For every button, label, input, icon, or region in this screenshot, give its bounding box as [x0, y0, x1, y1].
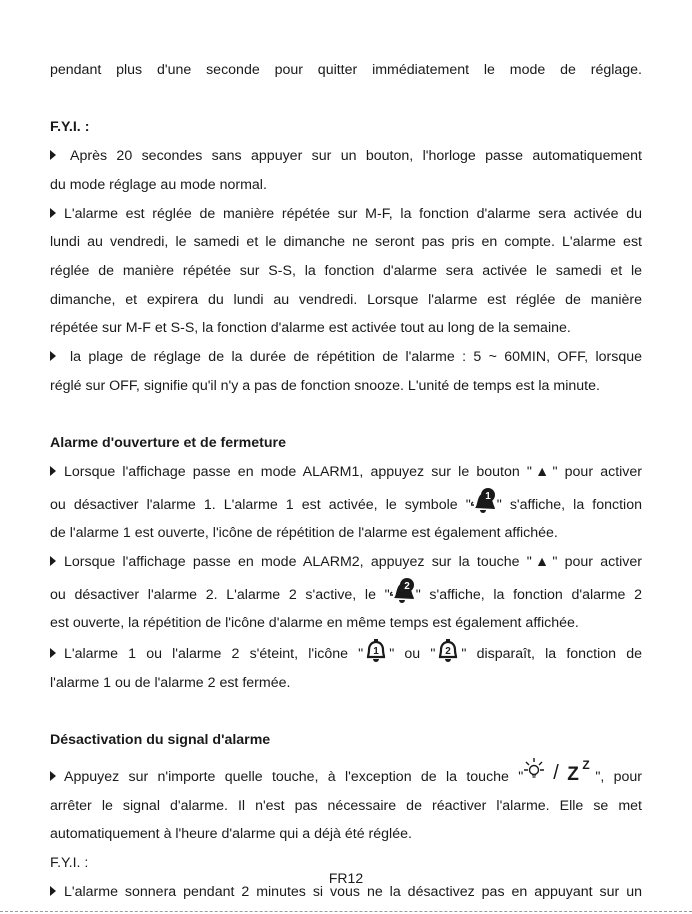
fyi-bullet-2-line-5: répétée sur M-F et S-S, la fonction d'alarme est activée tout au long de la semaine. [50, 320, 571, 337]
svg-text:1: 1 [484, 490, 491, 502]
fyi-label: F.Y.I. : [50, 854, 89, 871]
alarm-1-ringing-icon [471, 487, 497, 515]
triangle-bullet-icon [50, 771, 56, 781]
alarm-bullet-1-line-2: ou désactiver l'alarme 1. L'alarme 1 est activée, le symbole " 1 " s'affiche, la fonction [50, 487, 642, 520]
alarm-bullet-2-line-3: est ouverte, la répétition de l'icône d'alarme en même temps est également affichée. [50, 615, 579, 632]
signal-bullet-2-line-1: L'alarme sonnera pendant 2 minutes si vous ne la désactivez pas en appuyant sur un [50, 878, 642, 907]
triangle-bullet-icon [50, 648, 56, 658]
alarm-1-bell-icon [363, 638, 389, 664]
triangle-bullet-icon [50, 351, 56, 361]
svg-text:Z: Z [582, 757, 590, 772]
page-number: FR12 [328, 870, 364, 886]
svg-text:2: 2 [403, 580, 410, 592]
fyi-bullet-2-line-1: L'alarme est réglée de manière répétée sur M-F, la fonction d'alarme sera activée du [50, 200, 642, 229]
alarm-2-bell-icon [435, 638, 461, 664]
alarm-bullet-2-line-1: Lorsque l'affichage passe en mode ALARM2, appuyez sur la touche "▲" pour activer [50, 548, 642, 577]
fyi-bullet-2-line-3: réglée de manière répétée sur S-S, la fonction d'alarme sera activée le samedi et le [50, 262, 642, 279]
light-snooze-icon [523, 755, 595, 785]
fyi-bullet-2-line-4: dimanche, et expirera du lundi au vendredi. Lorsque l'alarme est réglée de manière [50, 291, 642, 308]
svg-text:/: / [553, 761, 560, 784]
svg-text:1: 1 [373, 646, 379, 658]
svg-text:Z: Z [567, 763, 580, 785]
fyi-bullet-3-line-2: réglé sur OFF, signifie qu'il n'y a pas de fonction snooze. L'unité de temps est la minute. [50, 377, 600, 394]
fyi-bullet-3-line-1: la plage de réglage de la durée de répétition de l'alarme : 5 ~ 60MIN, OFF, lorsque [50, 343, 642, 372]
page-bottom-border [0, 911, 692, 912]
signal-bullet-1-line-2: arrêter le signal d'alarme. Il n'est pas nécessaire de réactiver l'alarme. Elle se met [50, 797, 642, 814]
fyi-bullet-2-line-2: lundi au vendredi, le samedi et le dimanche ne seront pas pris en compte. L'alarme est [50, 234, 642, 251]
triangle-bullet-icon [50, 556, 56, 566]
section-heading-alarm-on-off: Alarme d'ouverture et de fermeture [50, 435, 286, 452]
alarm-bullet-1-line-1: Lorsque l'affichage passe en mode ALARM1, appuyez sur le bouton "▲" pour activer [50, 458, 642, 487]
triangle-bullet-icon [50, 208, 56, 218]
alarm-bullet-1-line-3: de l'alarme 1 est ouverte, l'icône de répétition de l'alarme est également affichée. [50, 525, 558, 542]
fyi-bullet-1-line-2: du mode réglage au mode normal. [50, 176, 267, 193]
fyi-bullet-1-line-1: Après 20 secondes sans appuyer sur un bouton, l'horloge passe automatiquement [50, 142, 642, 171]
svg-text:2: 2 [445, 646, 452, 658]
alarm-bullet-3-line-1: L'alarme 1 ou l'alarme 2 s'éteint, l'icône " 1 " ou " 2 " disparaît, la fonction de [50, 638, 642, 669]
alarm-bullet-3-line-2: l'alarme 1 ou de l'alarme 2 est fermée. [50, 674, 291, 691]
signal-bullet-1-line-3: automatiquement à l'heure d'alarme qui a déjà été réglée. [50, 826, 412, 843]
fyi-heading: F.Y.I. : [50, 119, 90, 136]
signal-bullet-1-line-1: Appuyez sur n'importe quelle touche, à l'exception de la touche " / Z Z ", pour [50, 755, 642, 792]
alarm-2-ringing-icon [390, 577, 416, 605]
triangle-bullet-icon [50, 150, 56, 160]
triangle-bullet-icon [50, 466, 56, 476]
section-heading-alarm-signal-off: Désactivation du signal d'alarme [50, 732, 271, 749]
alarm-bullet-2-line-2: ou désactiver l'alarme 2. L'alarme 2 s'active, le " 2 " s'affiche, la fonction d'alarme 2 [50, 577, 642, 610]
paragraph-continuation: pendant plus d'une seconde pour quitter immédiatement le mode de réglage. [50, 62, 642, 78]
